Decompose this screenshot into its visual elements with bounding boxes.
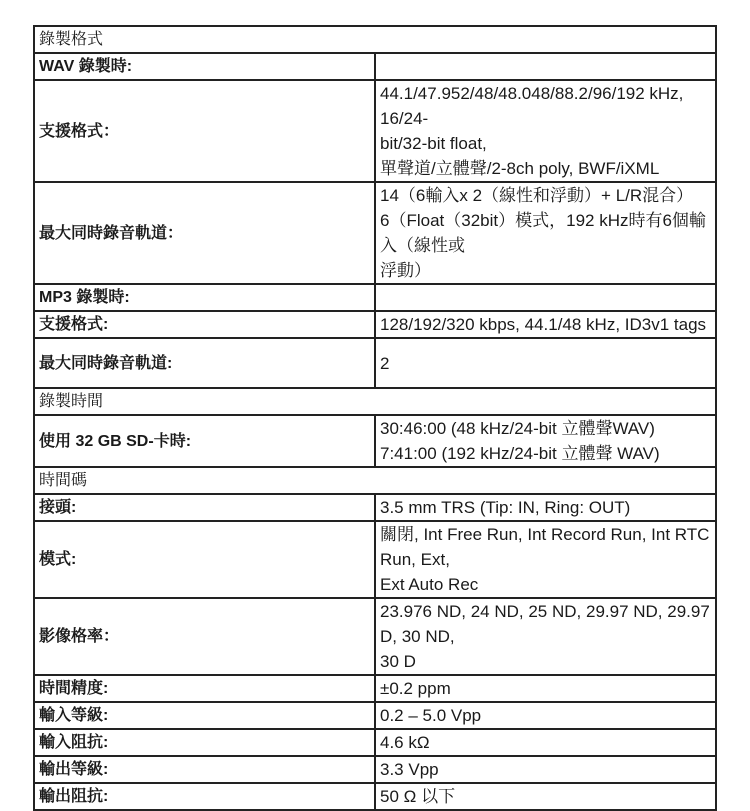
mp3-header: MP3 錄製時: xyxy=(34,284,375,311)
table-row xyxy=(34,783,716,810)
table-row xyxy=(34,598,716,675)
record-time-line: 30:46:00 (48 kHz/24-bit 立體聲WAV) xyxy=(380,419,655,438)
wav-header: WAV 錄製時: xyxy=(34,53,375,80)
section-row-recording-format xyxy=(34,26,716,53)
mp3-formats-label: 支援格式: xyxy=(34,311,375,338)
accuracy-value: ±0.2 ppm xyxy=(375,675,716,702)
output-level-value: 3.3 Vpp xyxy=(375,756,716,783)
table-row xyxy=(34,311,716,338)
framerate-label: 影像格率： xyxy=(34,598,375,675)
table-row xyxy=(34,338,716,388)
wav-tracks-value xyxy=(375,182,716,284)
input-impedance-value: 4.6 kΩ xyxy=(375,729,716,756)
section-title-recording-time: 錄製時間 xyxy=(34,388,716,415)
connector-label: 接頭: xyxy=(34,494,375,521)
section-row-timecode xyxy=(34,467,716,494)
table-row xyxy=(34,756,716,783)
wav-tracks-line: 浮動） xyxy=(380,261,431,280)
wav-formats-value xyxy=(375,80,716,182)
spec-table xyxy=(33,25,717,811)
table-row xyxy=(34,80,716,182)
table-row xyxy=(34,521,716,598)
mp3-formats-value: 128/192/320 kbps, 44.1/48 kHz, ID3v1 tags xyxy=(375,311,716,338)
wav-formats-label: 支援格式： xyxy=(34,80,375,182)
table-row xyxy=(34,729,716,756)
output-impedance-value: 50 Ω 以下 xyxy=(375,783,716,810)
table-row xyxy=(34,494,716,521)
wav-formats-line: 單聲道/立體聲/2-8ch poly, BWF/iXML xyxy=(380,159,660,178)
input-level-label: 輸入等級: xyxy=(34,702,375,729)
framerate-value xyxy=(375,598,716,675)
section-title-recording-format: 錄製格式 xyxy=(34,26,716,53)
table-row xyxy=(34,675,716,702)
table-row xyxy=(34,182,716,284)
mp3-header-value xyxy=(375,284,716,311)
input-impedance-label: 輸入阻抗: xyxy=(34,729,375,756)
wav-tracks-line: 6（Float（32bit）模式，192 kHz時有6個輸入（線性或 xyxy=(380,211,706,255)
wav-formats-line: 44.1/47.952/48/48.048/88.2/96/192 kHz, 16/24- xyxy=(380,84,684,128)
input-level-value: 0.2 – 5.0 Vpp xyxy=(375,702,716,729)
framerate-line: 30 D xyxy=(380,652,416,671)
accuracy-label: 時間精度: xyxy=(34,675,375,702)
mp3-tracks-label: 最大同時錄音軌道: xyxy=(34,338,375,388)
wav-header-value xyxy=(375,53,716,80)
record-time-label: 使用 32 GB SD-卡時: xyxy=(34,415,375,467)
wav-tracks-label: 最大同時錄音軌道： xyxy=(34,182,375,284)
output-level-label: 輸出等級: xyxy=(34,756,375,783)
mp3-tracks-value: 2 xyxy=(375,338,716,388)
section-row-recording-time xyxy=(34,388,716,415)
wav-tracks-line: 14（6輸入x 2（線性和浮動）+ L/R混合） xyxy=(380,186,694,205)
table-row xyxy=(34,284,716,311)
connector-value: 3.5 mm TRS (Tip: IN, Ring: OUT) xyxy=(375,494,716,521)
mode-line: 關閉, Int Free Run, Int Record Run, Int RTC Run, Ext, xyxy=(380,525,710,569)
mode-label: 模式: xyxy=(34,521,375,598)
record-time-value xyxy=(375,415,716,467)
section-title-timecode: 時間碼 xyxy=(34,467,716,494)
mode-value xyxy=(375,521,716,598)
wav-formats-line: bit/32-bit float, xyxy=(380,134,487,153)
table-row xyxy=(34,53,716,80)
record-time-line: 7:41:00 (192 kHz/24-bit 立體聲 WAV) xyxy=(380,444,660,463)
mode-line: Ext Auto Rec xyxy=(380,575,479,594)
output-impedance-label: 輸出阻抗: xyxy=(34,783,375,810)
table-row xyxy=(34,415,716,467)
table-row xyxy=(34,702,716,729)
framerate-line: 23.976 ND, 24 ND, 25 ND, 29.97 ND, 29.97 D, 30 ND, xyxy=(380,602,710,646)
